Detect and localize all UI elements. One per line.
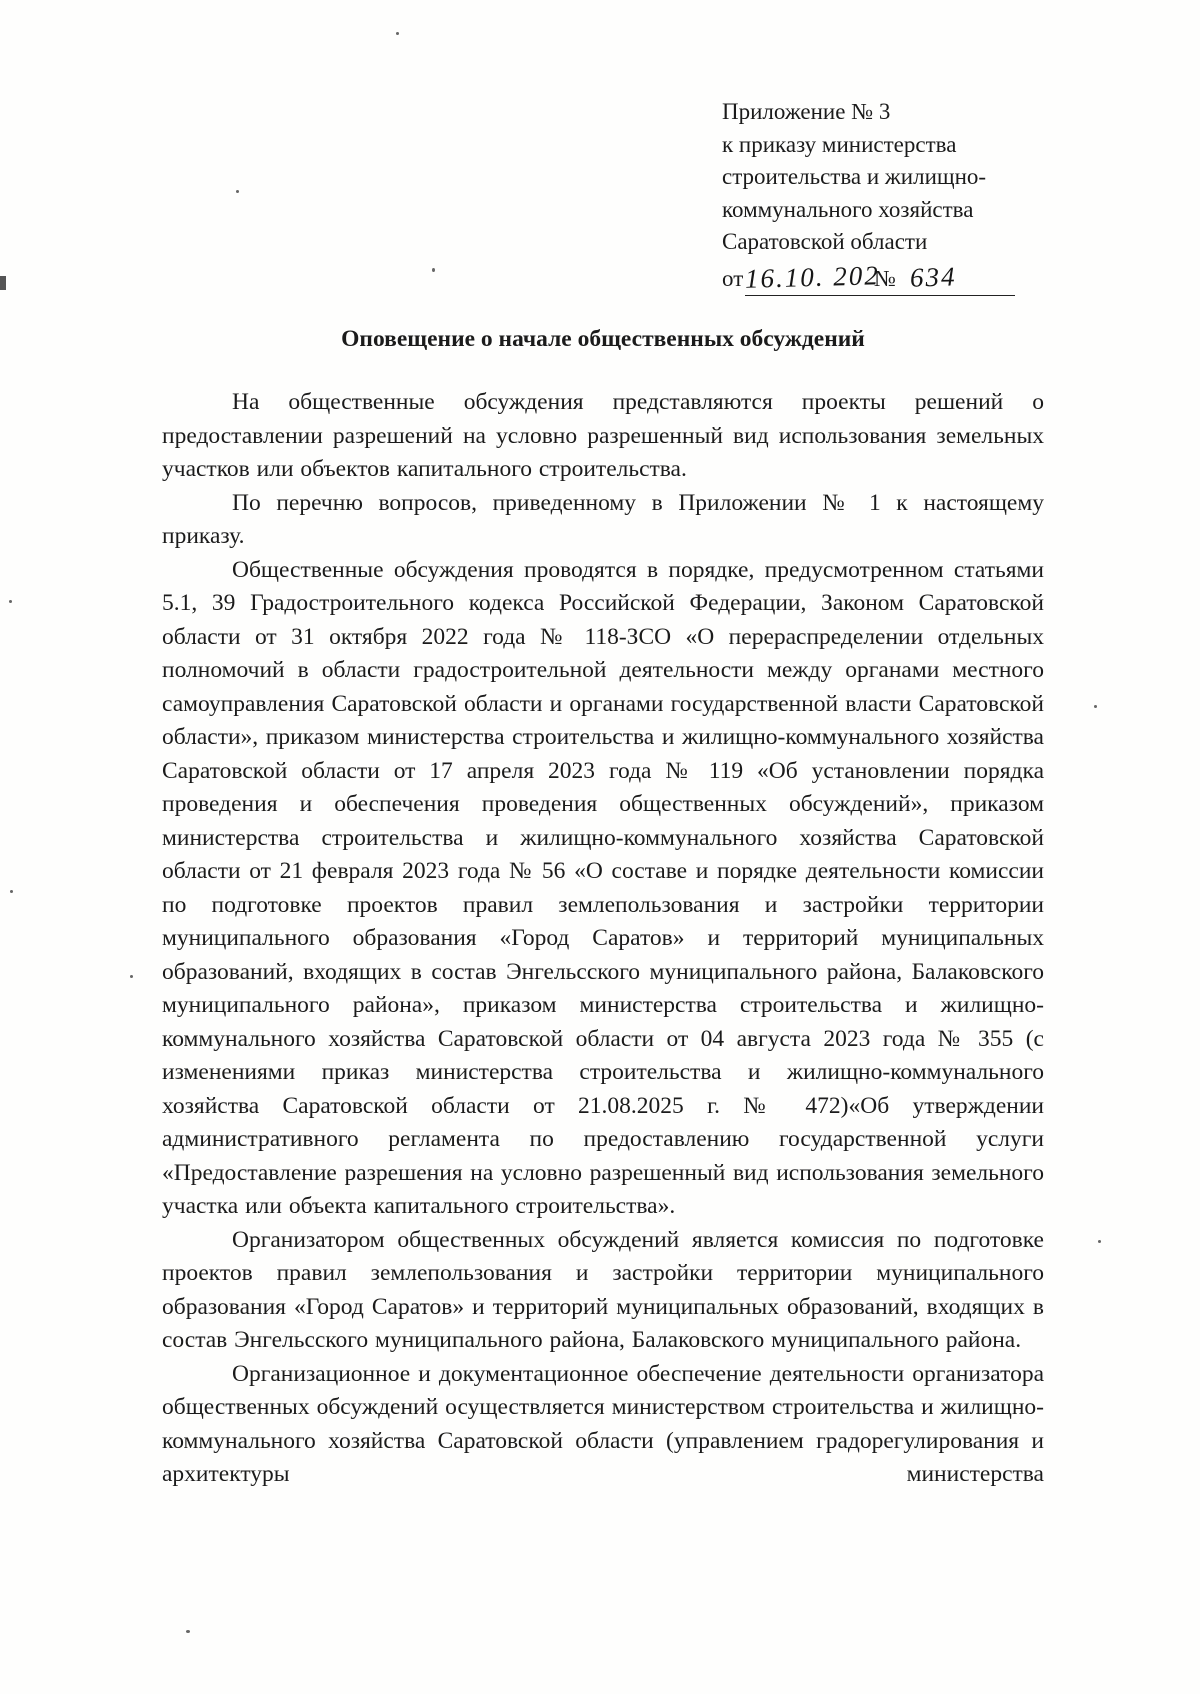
paragraph: Организационное и документационное обеспечение деятельности организатора общественных обсуждений осуществляется министерством строительства и жилищно-коммунального хозяйства Саратовской области (управлением градорегулирования и архитектуры министерства	[162, 1360, 1044, 1487]
ministry-name-line: коммунального хозяйства	[722, 196, 974, 222]
scan-artifact	[1098, 1240, 1101, 1243]
paragraph: На общественные обсуждения представляются проекты решений о предоставлении разрешений на условно разрешенный вид использования земельных участков или объектов капитального строительства.	[162, 389, 1044, 482]
scan-artifact	[1094, 705, 1097, 708]
scan-artifact	[9, 600, 12, 603]
handwritten-order-number: 634	[909, 260, 957, 293]
scan-artifact	[236, 190, 239, 193]
appendix-header-block	[722, 96, 1062, 296]
document-title: Оповещение о начале общественных обсуждений	[341, 326, 865, 352]
date-number-fill-line	[745, 261, 1015, 297]
paragraph: Общественные обсуждения проводятся в порядке, предусмотренном статьями 5.1, 39 Градостроительного кодекса Российской Федерации, Законом Саратовской области от 31 октября 2022 года № 118-ЗСО «О перераспределении отдельных полномочий в области градостроительной деятельности между органами местного самоуправления Саратовской области и органами государственной власти Саратовской области», приказом министерства строительства и жилищно-коммунального хозяйства Саратовской области от 17 апреля 2023 года № 119 «Об установлении порядка проведения и обеспечения проведения общественных обсуждений», приказом министерства строительства и жилищно-коммунального хозяйства Саратовской области от 21 февраля 2023 года № 56 «О составе и порядке деятельности комиссии по подготовке проектов правил землепользования и застройки территории муниципального образования «Город Саратов» и территорий муниципальных образований, входящих в состав Энгельсского муниципального района, Балаковского муниципального района», приказом министерства строительства и жилищно-коммунального хозяйства Саратовской области от 04 августа 2023 года № 355 (с изменениями приказ министерства строительства и жилищно-коммунального хозяйства Саратовской области от 21.08.2025 г. № 472)«Об утверждении административного регламента по предоставлению государственной услуги «Предоставление разрешения на условно разрешенный вид использования земельного участка или объекта капитального строительства».	[162, 556, 1044, 1219]
handwritten-date: 16.10. 202	[744, 259, 881, 294]
order-date-number-line	[722, 261, 1062, 297]
scan-artifact	[10, 890, 13, 893]
scan-artifact	[130, 975, 133, 978]
order-reference-line: к приказу министерства	[722, 131, 957, 157]
region-name-line: Саратовской области	[722, 229, 928, 254]
scan-artifact	[186, 1630, 190, 1633]
scan-artifact	[396, 32, 399, 35]
document-body	[162, 386, 1044, 1492]
ministry-name-line: строительства и жилищно-	[722, 164, 987, 189]
paragraph: Организатором общественных обсуждений является комиссия по подготовке проектов правил землепользования и застройки территории муниципального образования «Город Саратов» и территорий муниципальных образований, входящих в состав Энгельсского муниципального района, Балаковского муниципального района.	[162, 1226, 1044, 1353]
number-sign: №	[874, 265, 896, 291]
appendix-number-line: Приложение № 3	[722, 99, 891, 124]
scan-artifact	[432, 268, 435, 272]
date-prefix-label: от	[722, 265, 744, 291]
scan-artifact	[0, 276, 6, 290]
paragraph: По перечню вопросов, приведенному в Приложении № 1 к настоящему приказу.	[162, 489, 1044, 549]
